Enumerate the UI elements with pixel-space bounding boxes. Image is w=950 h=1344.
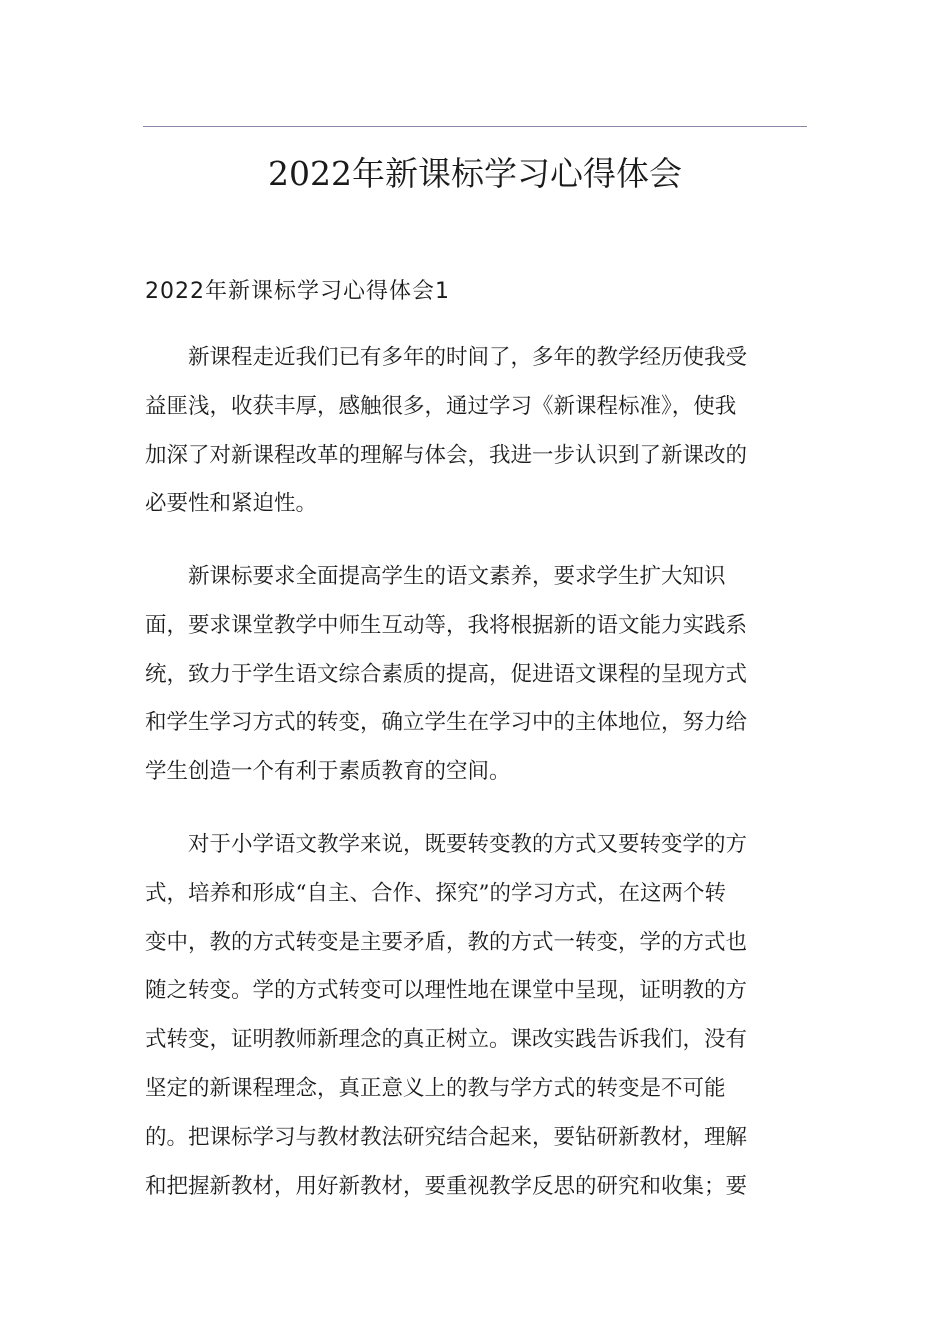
document-title: 2022年新课标学习心得体会 — [268, 154, 682, 193]
paragraph-line: 随之转变。学的方式转变可以理性地在课堂中呈现，证明教的方 — [145, 978, 748, 1004]
paragraph-line: 新课标要求全面提高学生的语文素养，要求学生扩大知识 — [145, 564, 726, 589]
paragraph-line: 坚定的新课程理念，真正意义上的教与学方式的转变是不可能 — [145, 1075, 726, 1101]
paragraph-line: 新课程走近我们已有多年的时间了，多年的教学经历使我受 — [145, 345, 748, 370]
paragraph-line: 式转变，证明教师新理念的真正树立。课改实践告诉我们，没有 — [145, 1027, 748, 1053]
paragraph-1 — [145, 334, 809, 529]
paragraph-line: 变中，教的方式转变是主要矛盾，教的方式一转变，学的方式也 — [145, 929, 748, 955]
paragraph-2 — [145, 553, 809, 797]
paragraph-3 — [145, 821, 809, 1211]
paragraph-line: 和学生学习方式的转变，确立学生在学习中的主体地位，努力给 — [145, 710, 748, 736]
paragraph-line: 加深了对新课程改革的理解与体会，我进一步认识到了新课改的 — [145, 442, 748, 468]
paragraph-line: 面，要求课堂教学中师生互动等，我将根据新的语文能力实践系 — [145, 612, 748, 638]
paragraph-line: 必要性和紧迫性。 — [145, 491, 318, 517]
paragraph-line: 益匪浅，收获丰厚，感触很多，通过学习《新课程标准》，使我 — [145, 393, 737, 419]
paragraph-line: 学生创造一个有利于素质教育的空间。 — [145, 759, 511, 785]
section-heading: 2022年新课标学习心得体会1 — [145, 279, 450, 304]
paragraph-line: 式，培养和形成“自主、合作、探究”的学习方式，在这两个转 — [145, 880, 726, 906]
paragraph-line: 统，致力于学生语文综合素质的提高，促进语文课程的呈现方式 — [145, 661, 748, 687]
paragraph-line: 的。把课标学习与教材教法研究结合起来，要钻研新教材，理解 — [145, 1124, 748, 1150]
paragraph-line: 对于小学语文教学来说，既要转变教的方式又要转变学的方 — [145, 832, 748, 857]
paragraph-line: 和把握新教材，用好新教材，要重视教学反思的研究和收集；要 — [145, 1173, 748, 1199]
header-rule — [143, 126, 807, 127]
